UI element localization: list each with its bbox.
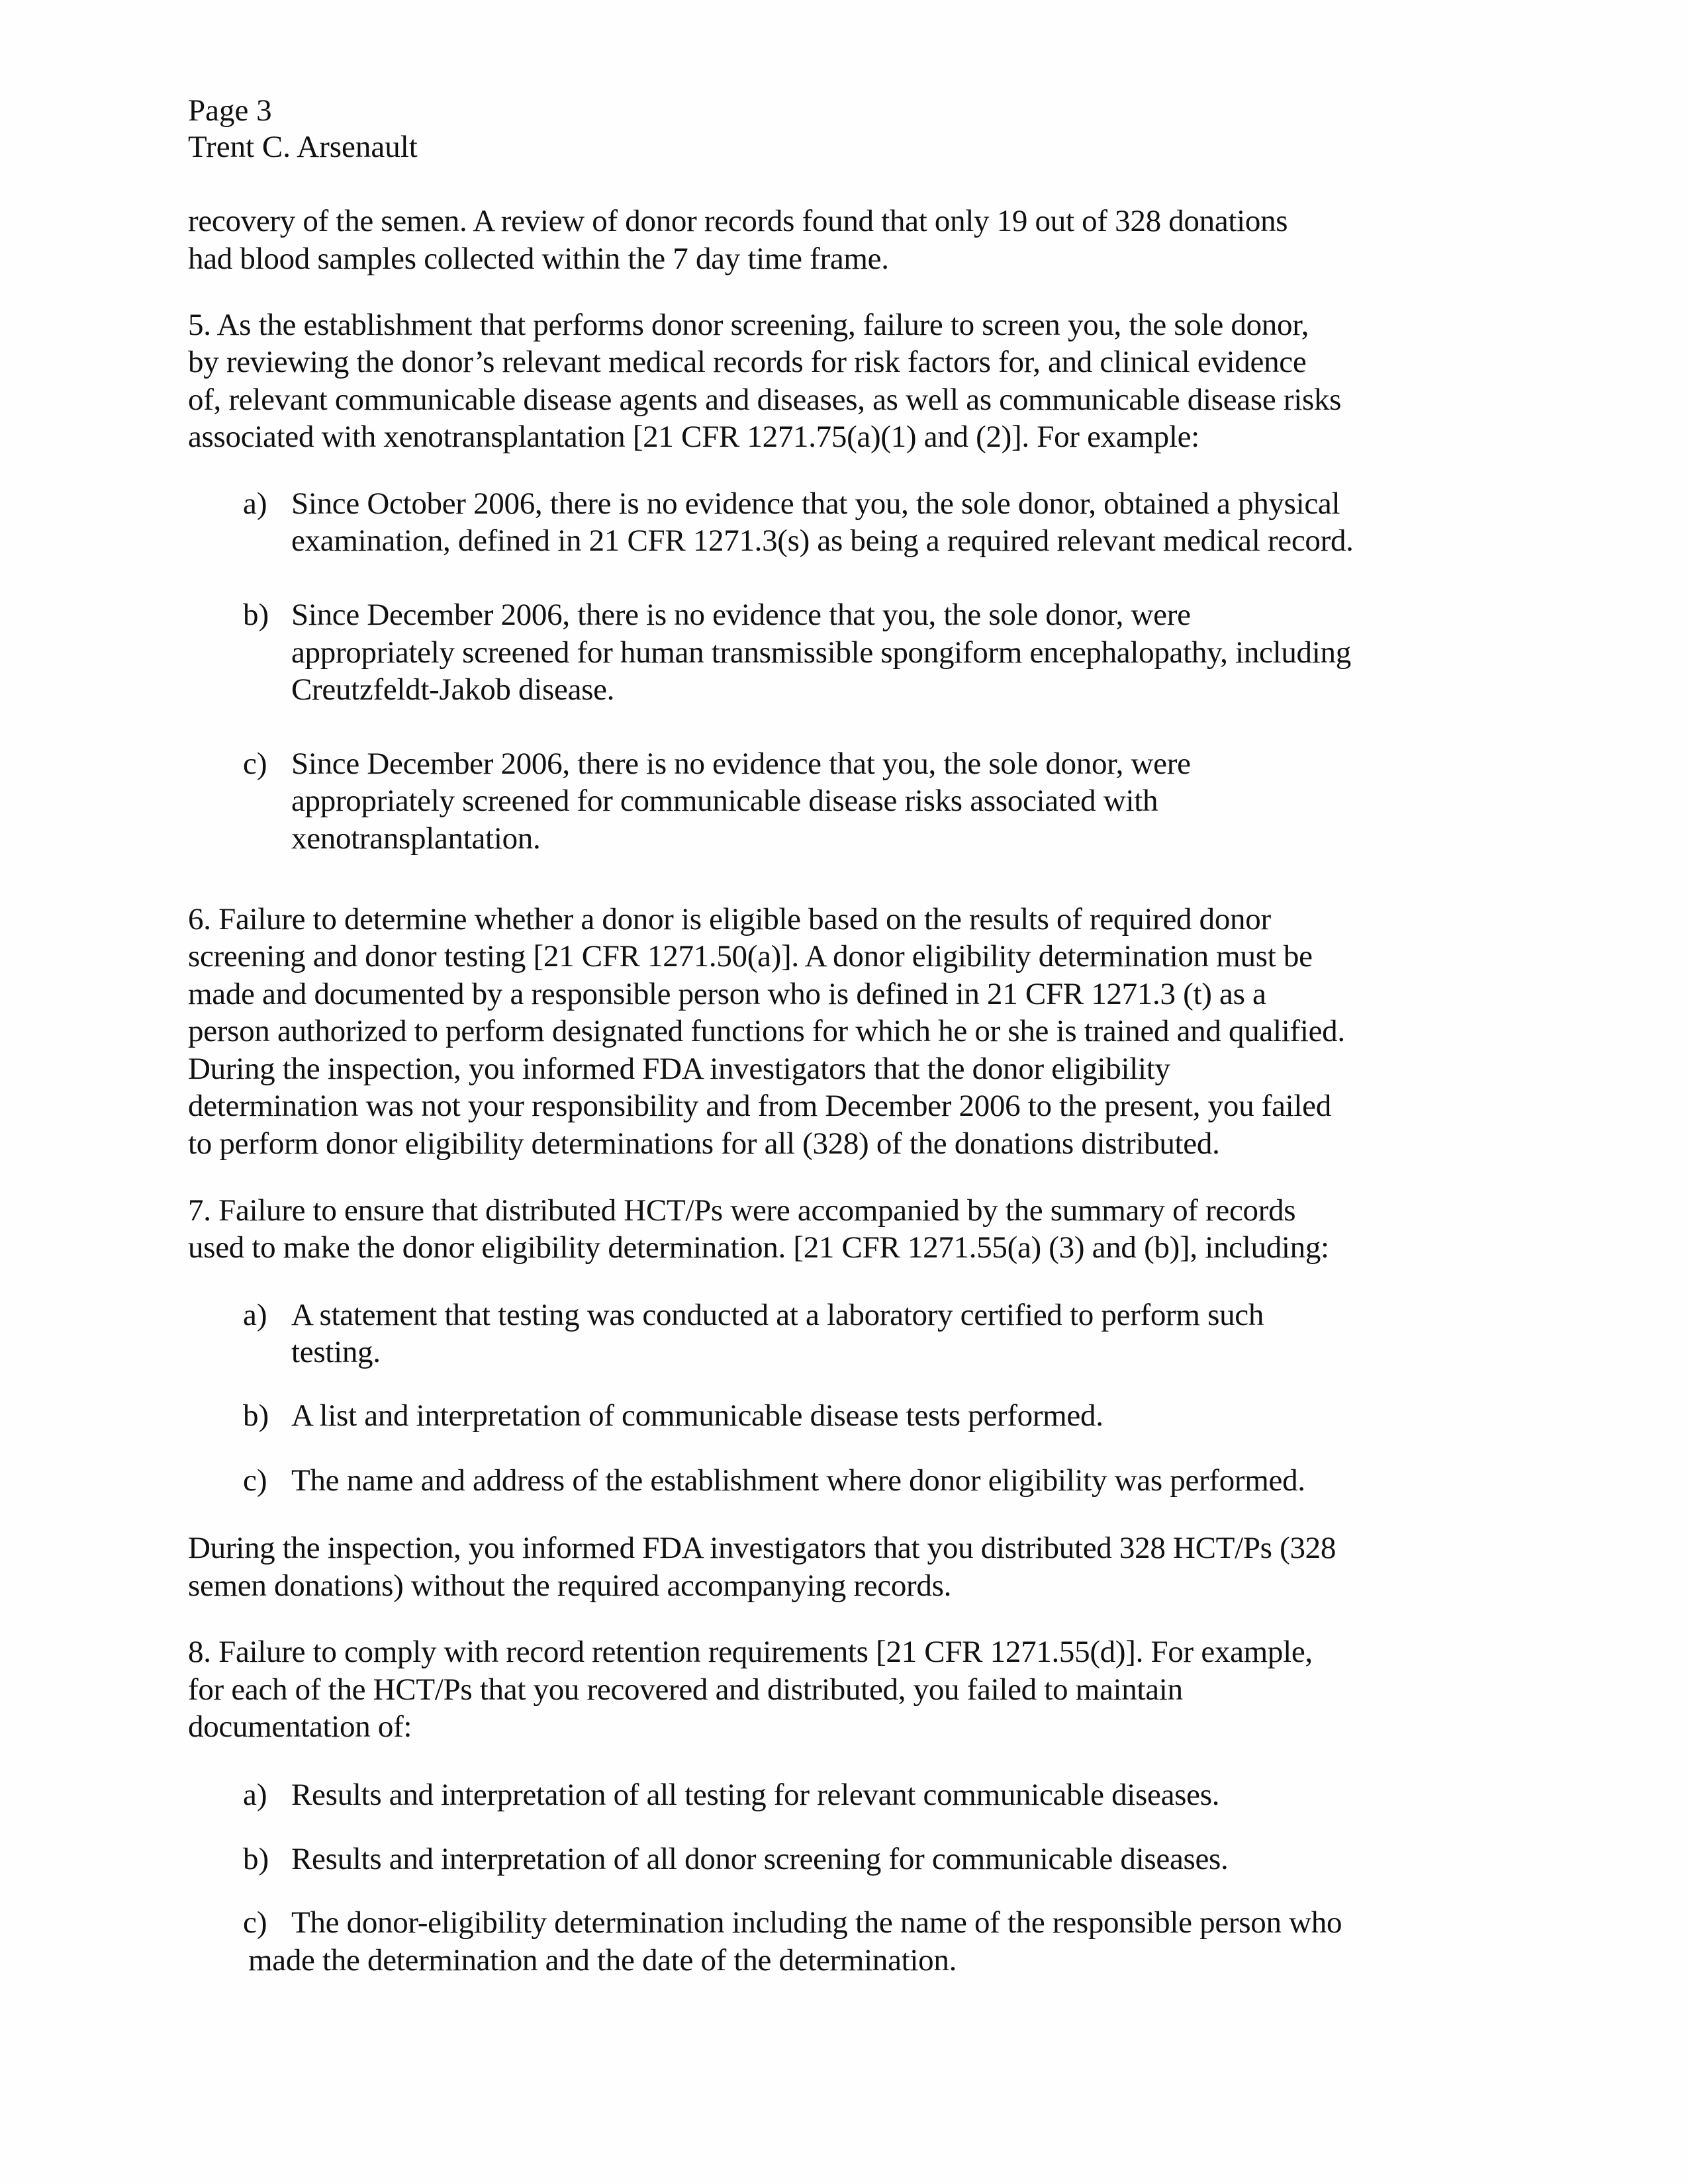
list-marker: a) xyxy=(243,1778,267,1812)
text-line: to perform donor eligibility determinations for all (328) of the donations distributed. xyxy=(188,1126,1220,1161)
text-line: screening and donor testing [21 CFR 1271.50(a)]. A donor eligibility determination must be xyxy=(188,939,1313,974)
text-line: 7. Failure to ensure that distributed HCT/Ps were accompanied by the summary of records xyxy=(188,1193,1296,1228)
text-line: determination was not your responsibility and from December 2006 to the present, you failed xyxy=(188,1089,1331,1123)
text-line: Results and interpretation of all donor screening for communicable diseases. xyxy=(291,1842,1229,1876)
text-line: The name and address of the establishment where donor eligibility was performed. xyxy=(291,1463,1305,1498)
list-marker: b) xyxy=(243,1842,269,1876)
text-line: made and documented by a responsible person who is defined in 21 CFR 1271.3 (t) as a xyxy=(188,977,1266,1011)
text-line: A statement that testing was conducted at a laboratory certified to perform such xyxy=(291,1298,1264,1332)
list-marker: a) xyxy=(243,1298,267,1332)
text-line: During the inspection, you informed FDA investigators that you distributed 328 HCT/Ps (328 xyxy=(188,1531,1336,1565)
text-line: 6. Failure to determine whether a donor is eligible based on the results of required donor xyxy=(188,902,1271,936)
text-line: examination, defined in 21 CFR 1271.3(s) as being a required relevant medical record. xyxy=(291,523,1354,558)
text-line: appropriately screened for communicable disease risks associated with xyxy=(291,784,1158,818)
text-line: had blood samples collected within the 7 day time frame. xyxy=(188,242,889,276)
list-marker: c) xyxy=(243,1905,267,1940)
list-marker: c) xyxy=(243,747,267,781)
text-line: testing. xyxy=(291,1335,381,1369)
text-line: Creutzfeldt-Jakob disease. xyxy=(291,672,615,707)
text-line: Since December 2006, there is no evidence that you, the sole donor, were xyxy=(291,598,1191,632)
text-line: The donor-eligibility determination including the name of the responsible person who xyxy=(291,1905,1342,1940)
text-line: person authorized to perform designated functions for which he or she is trained and qualified. xyxy=(188,1014,1345,1048)
text-line: 5. As the establishment that performs donor screening, failure to screen you, the sole donor, xyxy=(188,308,1309,342)
text-line: documentation of: xyxy=(188,1709,412,1744)
text-line: A list and interpretation of communicable disease tests performed. xyxy=(291,1398,1103,1433)
text-line: semen donations) without the required accompanying records. xyxy=(188,1569,952,1603)
text-line: associated with xenotransplantation [21 CFR 1271.75(a)(1) and (2)]. For example: xyxy=(188,420,1199,454)
text-line: xenotransplantation. xyxy=(291,821,541,856)
text-line: used to make the donor eligibility determination. [21 CFR 1271.55(a) (3) and (b)], including: xyxy=(188,1230,1329,1265)
text-line: During the inspection, you informed FDA investigators that the donor eligibility xyxy=(188,1052,1170,1086)
text-line: Results and interpretation of all testing for relevant communicable diseases. xyxy=(291,1778,1220,1812)
text-line: of, relevant communicable disease agents and diseases, as well as communicable disease risks xyxy=(188,383,1342,417)
list-marker: b) xyxy=(243,598,269,632)
text-line: appropriately screened for human transmissible spongiform encephalopathy, including xyxy=(291,635,1351,670)
text-line: recovery of the semen. A review of donor records found that only 19 out of 328 donations xyxy=(188,204,1288,238)
list-marker: a) xyxy=(243,486,267,521)
list-marker: c) xyxy=(243,1463,267,1498)
recipient-name: Trent C. Arsenault xyxy=(188,130,418,164)
text-line: made the determination and the date of the determination. xyxy=(248,1943,957,1978)
text-line: for each of the HCT/Ps that you recovered and distributed, you failed to maintain xyxy=(188,1672,1183,1707)
list-marker: b) xyxy=(243,1398,269,1433)
text-line: Since December 2006, there is no evidence that you, the sole donor, were xyxy=(291,747,1191,781)
text-line: 8. Failure to comply with record retention requirements [21 CFR 1271.55(d)]. For example, xyxy=(188,1635,1313,1669)
text-line: by reviewing the donor’s relevant medical records for risk factors for, and clinical evidence xyxy=(188,345,1307,379)
text-line: Since October 2006, there is no evidence that you, the sole donor, obtained a physical xyxy=(291,486,1340,521)
page-number: Page 3 xyxy=(188,93,272,128)
